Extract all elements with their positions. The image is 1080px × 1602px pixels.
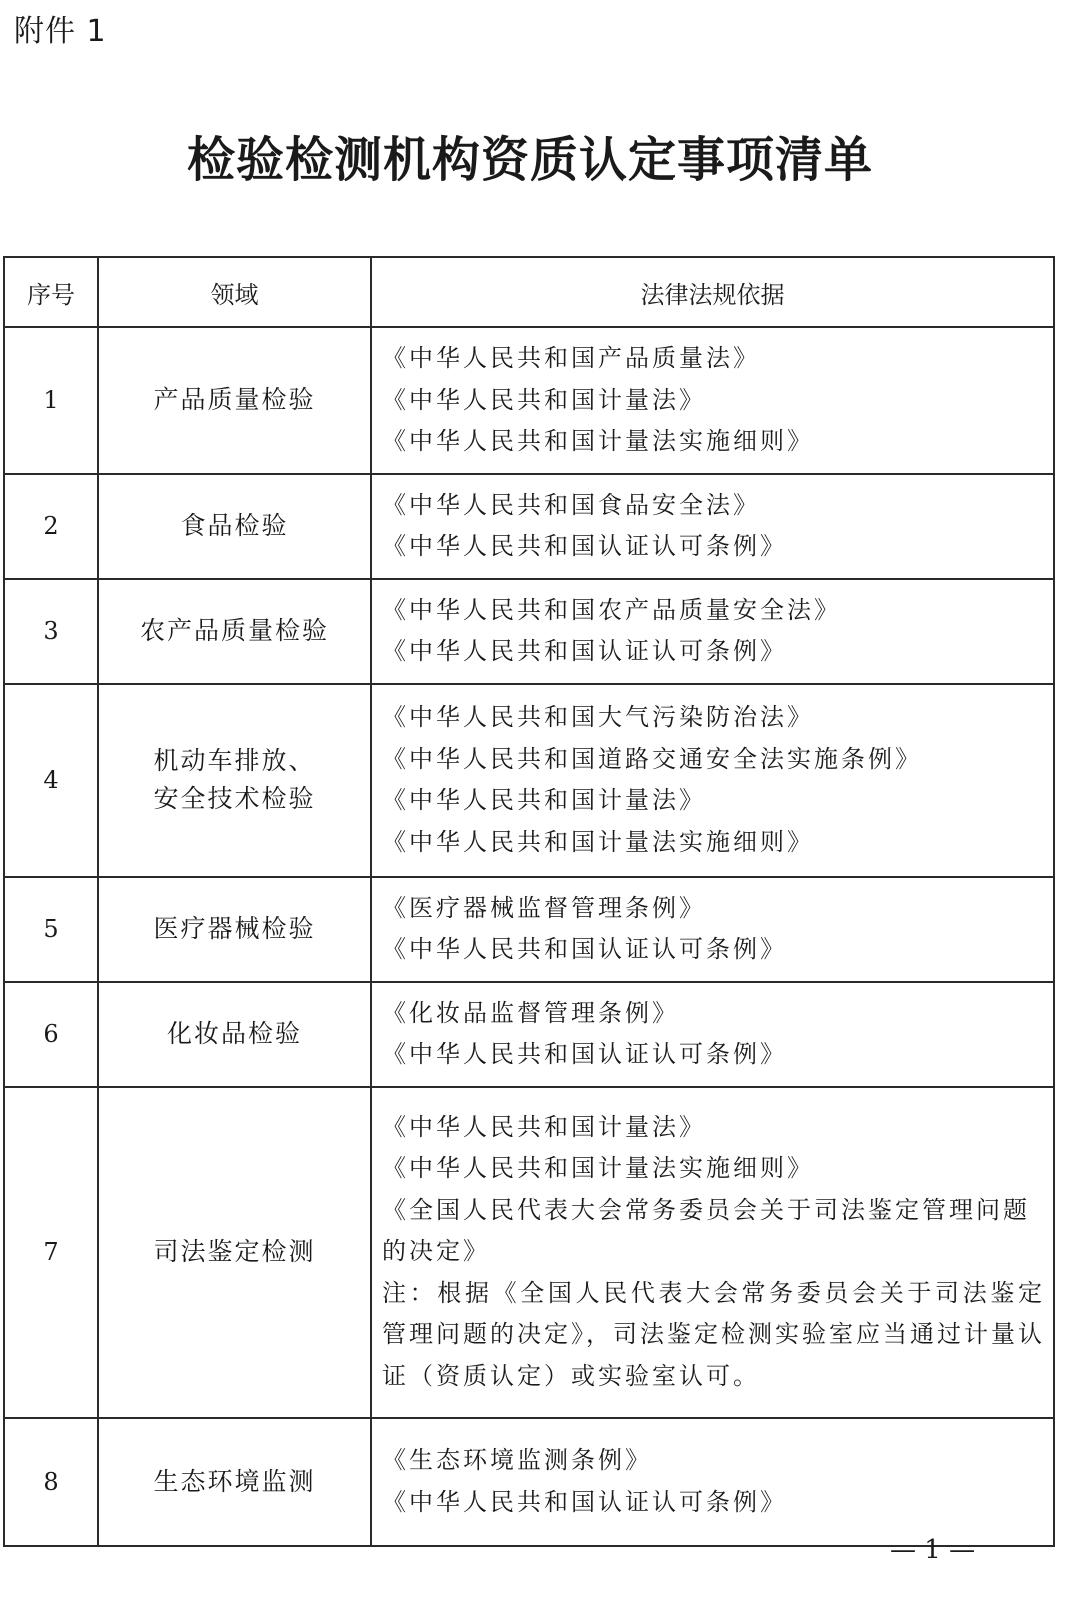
- row-legal-basis: [371, 579, 1054, 684]
- attachment-label: 附件 1: [14, 14, 107, 49]
- row-field: [98, 877, 371, 982]
- row-field: [98, 579, 371, 684]
- field-line: 农产品质量检验: [139, 616, 329, 645]
- table-row: [4, 1087, 1054, 1418]
- table-row: [4, 877, 1054, 982]
- law-reference: 《中华人民共和国食品安全法》: [382, 490, 760, 519]
- field-line: 食品检验: [180, 511, 289, 540]
- row-index: 2: [4, 474, 98, 579]
- law-reference: 《生态环境监测条例》: [382, 1446, 652, 1474]
- law-reference: 《全国人民代表大会常务委员会关于司法鉴定管理问题: [382, 1195, 1030, 1224]
- law-reference: 《中华人民共和国认证认可条例》: [382, 935, 787, 963]
- field-line: 医疗器械检验: [153, 914, 316, 943]
- row-index: 3: [4, 579, 98, 684]
- row-field: [98, 1087, 371, 1418]
- field-line: 司法鉴定检测: [153, 1237, 316, 1266]
- field-line: 化妆品检验: [166, 1019, 302, 1048]
- basis-note: 注：根据《全国人民代表大会常务委员会关于司法鉴定管理问题的决定》，司法鉴定检测实验室应当通过计量认证（资质认定）或实验室认可。: [382, 1278, 1045, 1390]
- field-line: 生态环境监测: [153, 1466, 316, 1496]
- table-row: [4, 327, 1054, 474]
- row-index: 4: [4, 684, 98, 877]
- table-row: [4, 982, 1054, 1087]
- law-reference: 《中华人民共和国计量法实施细则》: [382, 827, 814, 856]
- row-index: 8: [4, 1418, 98, 1546]
- field-line: 机动车排放、: [153, 746, 316, 775]
- row-legal-basis: [371, 474, 1054, 579]
- law-reference: 《中华人民共和国大气污染防治法》: [382, 703, 814, 731]
- law-reference: 《医疗器械监督管理条例》: [382, 893, 706, 922]
- row-legal-basis: [371, 327, 1054, 474]
- row-legal-basis: [371, 982, 1054, 1087]
- header-field: 领域: [98, 257, 371, 327]
- row-legal-basis: [371, 1087, 1054, 1418]
- page-number: — 1 —: [890, 1535, 976, 1565]
- law-reference: 《中华人民共和国认证认可条例》: [382, 532, 787, 560]
- qualification-matters-table: [3, 256, 1055, 1547]
- row-index: 1: [4, 327, 98, 474]
- row-field: [98, 982, 371, 1087]
- table-row: [4, 1418, 1054, 1546]
- table-body: [4, 327, 1054, 1546]
- row-index: 5: [4, 877, 98, 982]
- table-row: [4, 474, 1054, 579]
- law-reference: 的决定》: [382, 1237, 490, 1266]
- law-reference: 《中华人民共和国道路交通安全法实施条例》: [382, 744, 922, 773]
- law-reference: 《中华人民共和国认证认可条例》: [382, 637, 787, 665]
- row-field: [98, 1418, 371, 1546]
- row-field: [98, 327, 371, 474]
- field-line: 安全技术检验: [153, 784, 316, 813]
- law-reference: 《中华人民共和国计量法》: [382, 786, 706, 814]
- field-line: 产品质量检验: [153, 385, 316, 415]
- row-legal-basis: [371, 684, 1054, 877]
- table-row: [4, 579, 1054, 684]
- header-legal-basis: 法律法规依据: [371, 257, 1054, 327]
- table-header-row: [4, 257, 1054, 327]
- law-reference: 《化妆品监督管理条例》: [382, 998, 679, 1027]
- table-row: [4, 684, 1054, 877]
- law-reference: 《中华人民共和国计量法实施细则》: [382, 1154, 814, 1183]
- law-reference: 《中华人民共和国计量法》: [382, 1112, 706, 1141]
- header-index: 序号: [4, 257, 98, 327]
- row-index: 6: [4, 982, 98, 1087]
- row-legal-basis: [371, 1418, 1054, 1546]
- row-field: [98, 474, 371, 579]
- law-reference: 《中华人民共和国计量法》: [382, 385, 706, 414]
- law-reference: 《中华人民共和国产品质量法》: [382, 344, 760, 372]
- row-index: 7: [4, 1087, 98, 1418]
- law-reference: 《中华人民共和国农产品质量安全法》: [382, 595, 841, 624]
- law-reference: 《中华人民共和国认证认可条例》: [382, 1487, 787, 1516]
- row-field: [98, 684, 371, 877]
- law-reference: 《中华人民共和国计量法实施细则》: [382, 427, 814, 455]
- law-reference: 《中华人民共和国认证认可条例》: [382, 1040, 787, 1068]
- row-legal-basis: [371, 877, 1054, 982]
- document-title: 检验检测机构资质认定事项清单: [186, 132, 873, 188]
